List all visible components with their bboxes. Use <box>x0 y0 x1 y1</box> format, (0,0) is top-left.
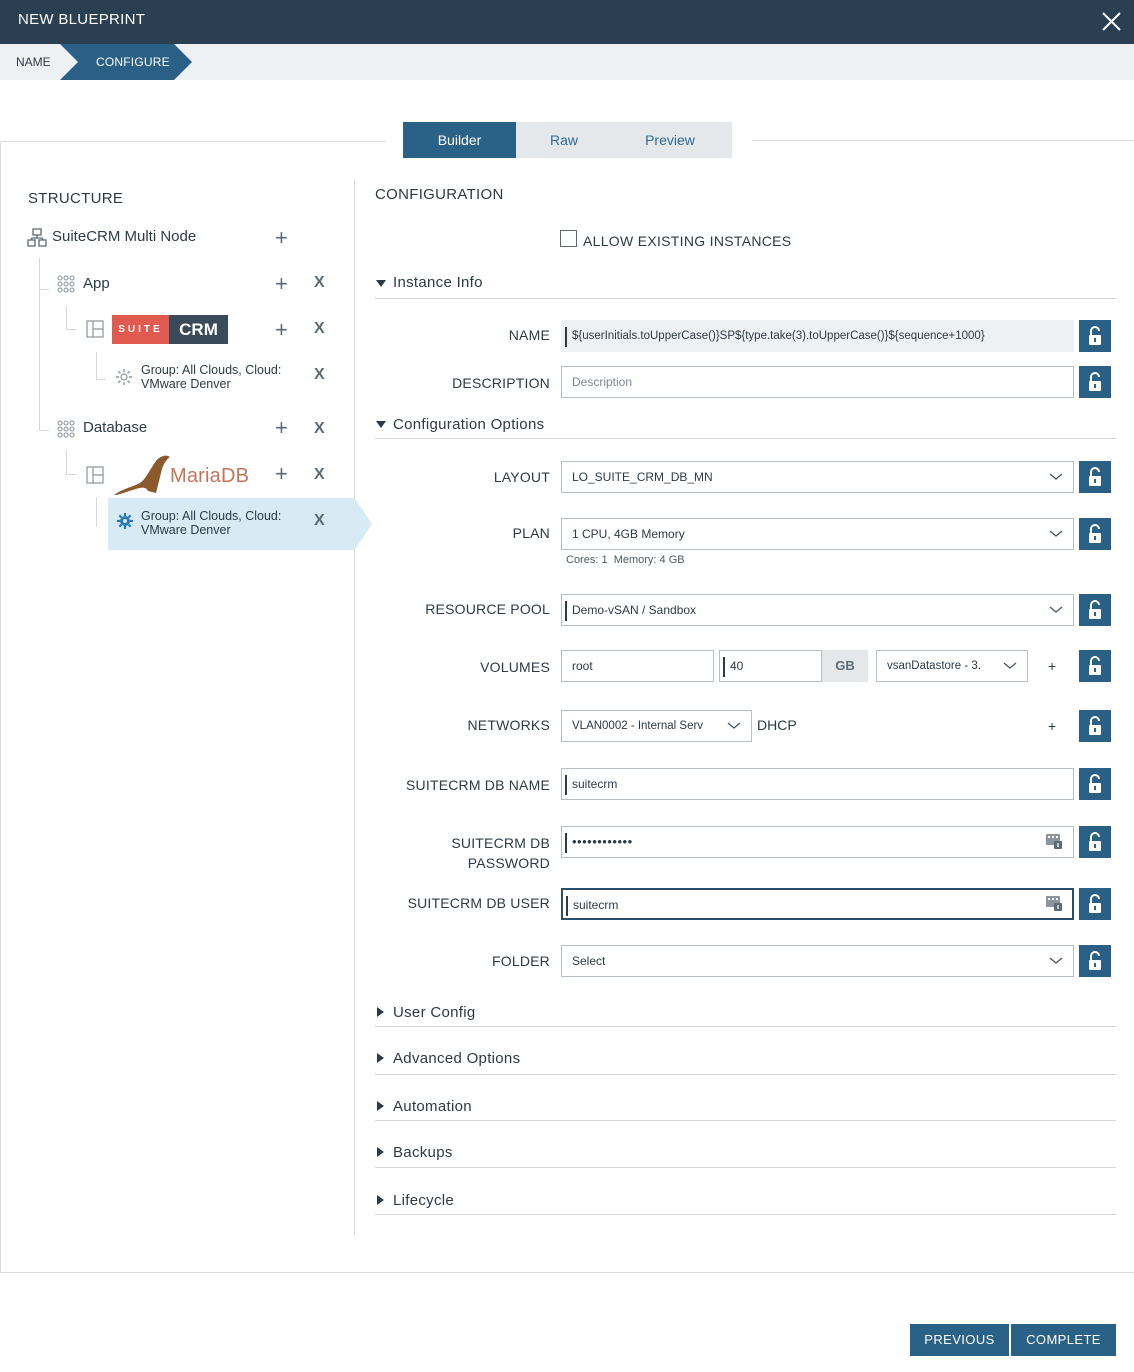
lock-icon[interactable] <box>1079 945 1111 977</box>
panel-border <box>0 141 1 1273</box>
panel-border <box>0 141 386 142</box>
section-automation[interactable]: Automation <box>393 1098 472 1115</box>
remove-icon[interactable]: X <box>314 466 325 483</box>
dialog-header <box>0 0 1134 44</box>
plan-memory: Memory: 4 GB <box>613 554 685 566</box>
complete-button[interactable]: COMPLETE <box>1011 1324 1116 1356</box>
chevron-down-icon <box>1049 470 1063 484</box>
chevron-down-icon <box>727 719 741 733</box>
section-divider <box>375 1074 1116 1075</box>
tree-line <box>66 450 67 475</box>
logo-text: CRM <box>169 315 228 344</box>
lock-icon[interactable] <box>1079 768 1111 800</box>
lock-icon[interactable] <box>1079 594 1111 626</box>
tree-root-label[interactable]: SuiteCRM Multi Node <box>52 228 197 245</box>
grid-icon <box>57 275 75 298</box>
tab-builder[interactable]: Builder <box>403 122 516 158</box>
keyboard-icon[interactable] <box>1045 832 1063 855</box>
group-line: Group: All Clouds, Cloud: <box>141 509 282 523</box>
volume-name-input[interactable]: root <box>561 650 714 682</box>
resource-pool-label: RESOURCE POOL <box>425 601 550 617</box>
chevron-down-icon <box>1049 954 1063 968</box>
layout-value: LO_SUITE_CRM_DB_MN <box>572 470 713 484</box>
expand-icon[interactable] <box>377 1101 384 1111</box>
collapse-icon[interactable] <box>376 280 386 287</box>
add-icon[interactable]: + <box>275 461 288 486</box>
step-name[interactable]: NAME <box>16 55 51 69</box>
lock-icon[interactable] <box>1079 320 1111 352</box>
folder-select[interactable] <box>561 945 1074 977</box>
expand-icon[interactable] <box>377 1147 384 1157</box>
lock-icon[interactable] <box>1079 888 1111 920</box>
label-line: PASSWORD <box>467 855 550 871</box>
step-configure[interactable] <box>60 44 192 80</box>
add-icon[interactable]: + <box>275 225 288 250</box>
name-label: NAME <box>508 327 550 343</box>
layout-label: LAYOUT <box>493 469 550 485</box>
section-divider <box>375 438 1116 439</box>
section-instance-info[interactable]: Instance Info <box>393 274 483 291</box>
panel-border <box>752 140 1134 141</box>
dialog-title: NEW BLUEPRINT <box>18 11 146 28</box>
cloud-line: VMware Denver <box>141 523 231 537</box>
section-divider <box>375 1167 1116 1168</box>
label-line: SUITECRM DB <box>451 835 550 851</box>
datastore-value: vsanDatastore - 3. <box>887 660 981 672</box>
collapse-icon[interactable] <box>376 421 386 428</box>
volume-datastore-select[interactable] <box>876 650 1028 682</box>
close-icon[interactable] <box>1098 8 1126 36</box>
instance-icon <box>86 320 104 343</box>
keyboard-icon[interactable] <box>1045 894 1063 917</box>
plan-cores: Cores: 1 <box>566 554 608 566</box>
expand-icon[interactable] <box>377 1053 384 1063</box>
wizard-steps <box>0 44 1134 80</box>
tree-line <box>39 258 40 431</box>
panel-border <box>0 1272 1134 1273</box>
tree-line <box>66 474 76 475</box>
section-divider <box>375 298 1116 299</box>
tree-line <box>96 497 97 527</box>
instance-icon <box>86 466 104 489</box>
view-tabs <box>403 122 732 158</box>
logo-text: SUITE <box>118 324 163 335</box>
tree-line <box>66 329 76 330</box>
add-icon[interactable]: + <box>275 317 288 342</box>
lock-icon[interactable] <box>1079 461 1111 493</box>
db-password-label <box>380 833 550 873</box>
chevron-down-icon <box>1049 527 1063 541</box>
layout-select[interactable] <box>561 461 1074 493</box>
tab-raw[interactable]: Raw <box>549 132 578 148</box>
grid-icon <box>57 420 75 443</box>
lock-icon[interactable] <box>1079 518 1111 550</box>
networks-label: NETWORKS <box>467 717 550 733</box>
allow-existing-label: ALLOW EXISTING INSTANCES <box>583 233 792 249</box>
selected-node-pointer <box>355 498 372 550</box>
sitemap-icon <box>27 228 47 253</box>
tree-line <box>96 352 97 380</box>
tree-line <box>39 289 49 290</box>
section-user-config[interactable]: User Config <box>393 1004 476 1021</box>
tree-tier-app[interactable]: App <box>83 275 110 292</box>
mariadb-logo <box>112 451 254 497</box>
lock-icon[interactable] <box>1079 826 1111 858</box>
remove-icon[interactable]: X <box>314 366 325 383</box>
previous-button[interactable]: PREVIOUS <box>910 1324 1009 1356</box>
section-config-options[interactable]: Configuration Options <box>393 416 545 433</box>
volume-size-input[interactable]: 40 <box>719 650 822 682</box>
section-advanced-options[interactable]: Advanced Options <box>393 1050 521 1067</box>
db-config-label[interactable] <box>141 509 301 537</box>
chevron-down-icon <box>1049 603 1063 617</box>
description-label: DESCRIPTION <box>452 375 550 391</box>
db-password-input[interactable]: •••••••••••• <box>561 826 1074 858</box>
plan-label: PLAN <box>512 525 550 541</box>
plan-details <box>566 554 685 566</box>
db-name-input[interactable]: suitecrm <box>561 768 1074 800</box>
db-user-label: SUITECRM DB USER <box>407 895 550 911</box>
lock-icon[interactable] <box>1079 366 1111 398</box>
cloud-line: VMware Denver <box>141 377 231 391</box>
section-divider <box>375 1026 1116 1027</box>
group-line: Group: All Clouds, Cloud: <box>141 363 282 377</box>
section-lifecycle[interactable]: Lifecycle <box>393 1192 455 1209</box>
remove-icon[interactable]: X <box>314 320 325 337</box>
network-select[interactable] <box>561 710 752 742</box>
allow-existing-checkbox[interactable] <box>560 230 577 247</box>
step-configure-label: CONFIGURE <box>96 55 170 69</box>
section-divider <box>375 1120 1116 1121</box>
suitecrm-logo <box>112 315 228 344</box>
section-divider <box>375 1214 1116 1215</box>
chevron-down-icon <box>1003 659 1017 673</box>
gear-icon <box>116 512 134 535</box>
remove-icon[interactable]: X <box>314 512 325 529</box>
remove-icon[interactable]: X <box>314 274 325 291</box>
lock-icon[interactable] <box>1079 710 1111 742</box>
tree-line <box>39 430 49 431</box>
tab-preview[interactable]: Preview <box>645 132 695 148</box>
resource-pool-select[interactable] <box>561 594 1074 626</box>
folder-label: FOLDER <box>492 953 550 969</box>
name-input[interactable]: ${userInitials.toUpperCase()}SP${type.take(3).toUpperCase()}${sequence+1000} <box>561 320 1074 352</box>
add-icon[interactable]: + <box>275 271 288 296</box>
network-mode: DHCP <box>757 717 797 733</box>
expand-icon[interactable] <box>377 1195 384 1205</box>
gear-icon <box>115 368 133 391</box>
configuration-title: CONFIGURATION <box>375 186 504 203</box>
tree-line <box>96 379 106 380</box>
volume-unit: GB <box>822 650 868 682</box>
folder-value: Select <box>572 954 606 968</box>
volumes-label: VOLUMES <box>480 659 550 675</box>
plan-value: 1 CPU, 4GB Memory <box>572 527 685 541</box>
add-volume-icon[interactable]: + <box>1048 658 1057 674</box>
lock-icon[interactable] <box>1079 650 1111 682</box>
tree-tier-database[interactable]: Database <box>83 419 148 436</box>
column-divider <box>354 178 355 1236</box>
db-user-input[interactable]: suitecrm <box>561 888 1074 920</box>
plan-select[interactable] <box>561 518 1074 550</box>
add-network-icon[interactable]: + <box>1048 718 1057 734</box>
expand-icon[interactable] <box>377 1007 384 1017</box>
description-input[interactable]: Description <box>561 366 1074 398</box>
logo-text: MariaDB <box>170 465 250 487</box>
remove-icon[interactable]: X <box>314 420 325 437</box>
add-icon[interactable]: + <box>275 415 288 440</box>
section-backups[interactable]: Backups <box>393 1144 453 1161</box>
network-value: VLAN0002 - Internal Serv <box>572 720 704 732</box>
resource-pool-value: Demo-vSAN / Sandbox <box>572 603 697 617</box>
tree-line <box>66 306 67 330</box>
app-config-label[interactable] <box>141 363 301 391</box>
db-name-label: SUITECRM DB NAME <box>406 777 550 793</box>
structure-title: STRUCTURE <box>28 190 124 207</box>
